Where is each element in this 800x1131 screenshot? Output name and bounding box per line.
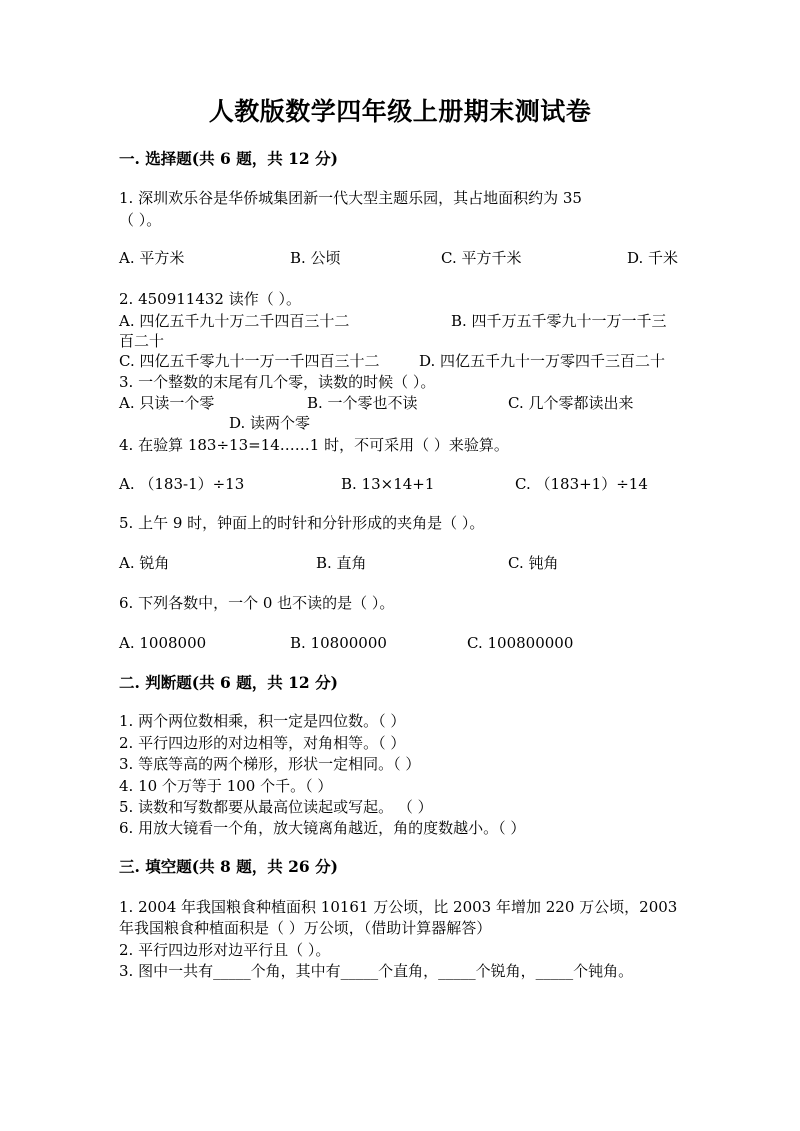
section-heading-fill-in: 三. 填空题(共 8 题，共 26 分) (119, 857, 338, 876)
question-text: （ ）。 (119, 211, 162, 229)
option-d: D. 千米 (627, 249, 679, 267)
option-d: D. 读两个零 (229, 414, 311, 432)
option-c: C. 100800000 (467, 634, 574, 652)
option-a: A. 平方米 (119, 249, 185, 267)
question-text: 3. 一个整数的末尾有几个零，读数的时候（ ）。 (119, 373, 436, 391)
judgement-item: 3. 等底等高的两个梯形，形状一定相同。（ ） (119, 755, 421, 773)
judgement-item: 6. 用放大镜看一个角，放大镜离角越近，角的度数越小。（ ） (119, 819, 526, 837)
fill-in-item-continued: 年我国粮食种植面积是（ ）万公顷，（借助计算器解答） (119, 919, 492, 937)
option-b: B. 公顷 (290, 249, 341, 267)
option-a: A. 锐角 (119, 554, 170, 572)
fill-in-item: 3. 图中一共有_____个角，其中有_____个直角，_____个锐角，_____个钝角。 (119, 962, 634, 980)
question-text: 6. 下列各数中，一个 0 也不读的是（ ）。 (119, 594, 395, 612)
section-heading-choice: 一. 选择题(共 6 题，共 12 分) (119, 149, 338, 168)
option-b: B. 10800000 (290, 634, 387, 652)
option-b: B. 直角 (316, 554, 367, 572)
judgement-item: 5. 读数和写数都要从最高位读起或写起。 （ ） (119, 798, 433, 816)
option-a: A. 只读一个零 (119, 394, 215, 412)
option-c: C. 平方千米 (441, 249, 522, 267)
question-text: 5. 上午 9 时，钟面上的时针和分针形成的夹角是（ ）。 (119, 514, 485, 532)
judgement-item: 4. 10 个万等于 100 个千。（ ） (119, 777, 333, 795)
option-a: A. （183-1）÷13 (119, 475, 245, 493)
fill-in-item: 1. 2004 年我国粮食种植面积 10161 万公顷，比 2003 年增加 220 万公顷，2003 (119, 898, 678, 916)
option-a: A. 四亿五千九十万二千四百三十二 (119, 312, 350, 330)
question-text: 1. 深圳欢乐谷是华侨城集团新一代大型主题乐园，其占地面积约为 35 (119, 189, 582, 207)
page-title: 人教版数学四年级上册期末测试卷 (208, 97, 592, 126)
option-c: C. 几个零都读出来 (508, 394, 634, 412)
fill-in-item: 2. 平行四边形对边平行且（ ）。 (119, 941, 331, 959)
section-heading-judgement: 二. 判断题(共 6 题，共 12 分) (119, 673, 338, 692)
question-text: 2. 450911432 读作（ ）。 (119, 290, 302, 308)
judgement-item: 2. 平行四边形的对边相等，对角相等。（ ） (119, 734, 406, 752)
option-b: B. 13×14+1 (341, 475, 435, 493)
option-c: C. （183+1）÷14 (515, 475, 648, 493)
question-text: 4. 在验算 183÷13=14……1 时，不可采用（ ）来验算。 (119, 436, 509, 454)
option-a: A. 1008000 (119, 634, 207, 652)
judgement-item: 1. 两个两位数相乘，积一定是四位数。（ ） (119, 712, 406, 730)
option-b-continued: 百二十 (119, 332, 165, 350)
option-c: C. 钝角 (508, 554, 559, 572)
option-b: B. 四千万五千零九十一万一千三 (451, 312, 667, 330)
option-d: D. 四亿五千九十一万零四千三百二十 (419, 352, 666, 370)
option-c: C. 四亿五千零九十一万一千四百三十二 (119, 352, 380, 370)
option-b: B. 一个零也不读 (307, 394, 418, 412)
